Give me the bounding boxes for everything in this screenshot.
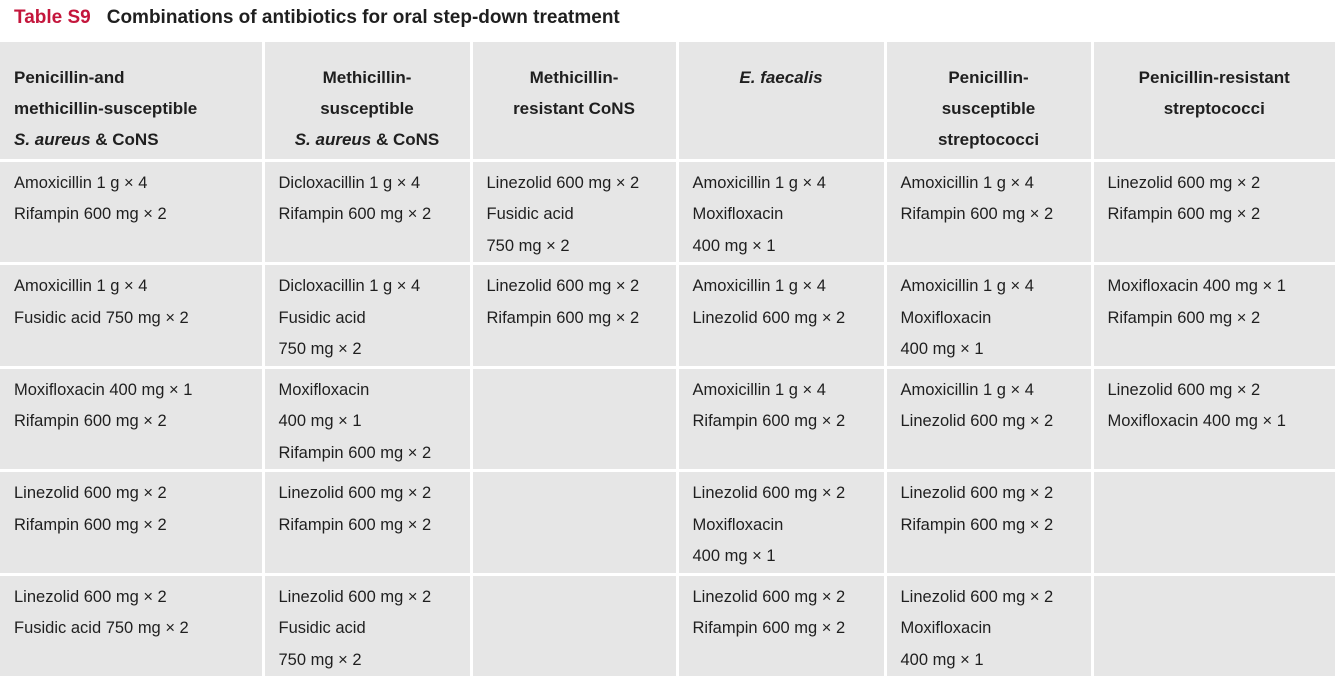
cell-line: Rifampin 600 mg × 2 (692, 619, 846, 637)
column-header (885, 42, 1092, 160)
cell-line: Fusidic acid (486, 205, 574, 223)
cell-line: Rifampin 600 mg × 2 (14, 412, 167, 430)
cell-line: Linezolid 600 mg × 2 (1107, 173, 1261, 192)
header-line (895, 93, 1083, 124)
cell-line: 400 mg × 1 (278, 412, 362, 430)
cell-line: Amoxicillin 1 g × 4 (900, 173, 1034, 192)
header-line (481, 93, 668, 124)
table-row (0, 574, 1335, 678)
header-line (895, 62, 1083, 93)
cell-line: Linezolid 600 mg × 2 (692, 308, 846, 327)
cell-line: Linezolid 600 mg × 2 (900, 484, 1054, 502)
cell-line: Rifampin 600 mg × 2 (692, 412, 846, 430)
cell-line: Rifampin 600 mg × 2 (278, 515, 432, 534)
cell-line: Linezolid 600 mg × 2 (486, 173, 640, 192)
cell-line: 400 mg × 1 (692, 547, 776, 565)
table-cell (1092, 160, 1335, 264)
table-cell (0, 264, 263, 368)
table-cell (885, 160, 1092, 264)
header-line (14, 93, 254, 124)
cell-line: Moxifloxacin (692, 205, 784, 223)
cell-line: Linezolid 600 mg × 2 (692, 484, 846, 502)
table-cell (263, 574, 471, 678)
cell-line: Fusidic acid (278, 619, 366, 637)
column-header (471, 42, 677, 160)
cell-line: Amoxicillin 1 g × 4 (692, 173, 826, 192)
header-line (273, 62, 462, 93)
table-cell (0, 367, 263, 471)
cell-line: 400 mg × 1 (900, 340, 984, 358)
header-line (14, 124, 254, 155)
table-cell (263, 160, 471, 264)
cell-line: Linezolid 600 mg × 2 (14, 587, 167, 606)
header-text: resistant CoNS (513, 99, 635, 118)
table-cell (263, 367, 471, 471)
header-line (687, 62, 876, 93)
header-italic-text: S. aureus (294, 130, 372, 149)
cell-line: Linezolid 600 mg × 2 (14, 484, 167, 502)
cell-line: 750 mg × 2 (278, 650, 362, 669)
cell-line: Fusidic acid 750 mg × 2 (14, 308, 189, 327)
header-line (481, 62, 668, 93)
cell-line: Moxifloxacin 400 mg × 1 (1107, 412, 1286, 430)
cell-line: Moxifloxacin 400 mg × 1 (1107, 277, 1286, 295)
cell-line: Rifampin 600 mg × 2 (14, 205, 167, 223)
header-text: Methicillin- (322, 68, 412, 87)
table-cell (885, 471, 1092, 575)
table-cell (1092, 471, 1335, 575)
table-cell (677, 264, 885, 368)
header-row (0, 42, 1335, 160)
header-text: Methicillin- (529, 68, 619, 87)
header-line (1102, 93, 1328, 124)
table-cell (1092, 264, 1335, 368)
header-text: Penicillin-and (14, 68, 125, 87)
table-cell (1092, 574, 1335, 678)
cell-line: Moxifloxacin 400 mg × 1 (14, 380, 193, 399)
table-cell (0, 574, 263, 678)
header-text: susceptible (320, 99, 414, 118)
table-cell (0, 160, 263, 264)
cell-line: Dicloxacillin 1 g × 4 (278, 173, 421, 192)
table-cell (471, 367, 677, 471)
cell-line: Linezolid 600 mg × 2 (900, 587, 1054, 606)
header-text: streptococci (1163, 99, 1265, 118)
table-caption (14, 5, 620, 31)
cell-line: Amoxicillin 1 g × 4 (900, 380, 1034, 399)
table-row (0, 264, 1335, 368)
cell-line: Amoxicillin 1 g × 4 (14, 277, 148, 295)
table-cell (677, 471, 885, 575)
header-italic-text: S. aureus (14, 130, 91, 149)
cell-line: Linezolid 600 mg × 2 (900, 412, 1054, 430)
table-cell (885, 264, 1092, 368)
header-text: susceptible (941, 99, 1036, 118)
cell-line: Rifampin 600 mg × 2 (900, 205, 1054, 223)
header-line (14, 62, 254, 93)
cell-line: 400 mg × 1 (692, 236, 776, 255)
column-header (1092, 42, 1335, 160)
cell-line: Rifampin 600 mg × 2 (1107, 308, 1261, 327)
cell-line: Moxifloxacin (278, 380, 370, 399)
table-row (0, 471, 1335, 575)
table-cell (885, 367, 1092, 471)
table-cell (471, 574, 677, 678)
table-title: Combinations of antibiotics for oral step-down treatment (106, 7, 620, 28)
header-line (895, 124, 1083, 155)
column-header (0, 42, 263, 160)
cell-line: Amoxicillin 1 g × 4 (14, 173, 148, 192)
cell-line: Amoxicillin 1 g × 4 (900, 277, 1034, 295)
cell-line: Rifampin 600 mg × 2 (278, 205, 432, 223)
cell-line: Linezolid 600 mg × 2 (692, 587, 846, 606)
cell-line: Linezolid 600 mg × 2 (278, 484, 432, 502)
table-row (0, 367, 1335, 471)
header-text: & CoNS (371, 130, 440, 149)
header-text: & CoNS (90, 130, 159, 149)
cell-line: Amoxicillin 1 g × 4 (692, 277, 826, 295)
header-line (273, 93, 462, 124)
cell-line: Rifampin 600 mg × 2 (14, 515, 167, 534)
cell-line: Dicloxacillin 1 g × 4 (278, 277, 421, 295)
table-label: Table S9 (14, 7, 91, 28)
cell-line: Rifampin 600 mg × 2 (278, 443, 432, 462)
header-text: methicillin-susceptible (14, 99, 198, 118)
header-text: Penicillin- (948, 68, 1029, 87)
table-row (0, 160, 1335, 264)
cell-line: Linezolid 600 mg × 2 (278, 587, 432, 606)
cell-line: Moxifloxacin (692, 515, 784, 534)
table-cell (677, 160, 885, 264)
cell-line: Rifampin 600 mg × 2 (486, 308, 640, 327)
cell-line: Moxifloxacin (900, 619, 992, 637)
table-cell (263, 264, 471, 368)
cell-line: Linezolid 600 mg × 2 (1107, 380, 1261, 399)
column-header (263, 42, 471, 160)
header-italic-text: E. faecalis (739, 68, 823, 87)
table-cell (1092, 367, 1335, 471)
cell-line: 400 mg × 1 (900, 650, 984, 669)
column-header (677, 42, 885, 160)
cell-line: 750 mg × 2 (486, 236, 570, 255)
table-cell (471, 160, 677, 264)
cell-line: Fusidic acid (278, 308, 366, 327)
cell-line: 750 mg × 2 (278, 340, 362, 358)
cell-line: Rifampin 600 mg × 2 (1107, 205, 1261, 223)
cell-line: Moxifloxacin (900, 308, 992, 327)
table-cell (885, 574, 1092, 678)
table-cell (263, 471, 471, 575)
cell-line: Fusidic acid 750 mg × 2 (14, 619, 189, 637)
table-cell (677, 574, 885, 678)
cell-line: Amoxicillin 1 g × 4 (692, 380, 826, 399)
table-cell (471, 471, 677, 575)
header-text: Penicillin-resistant (1138, 68, 1290, 87)
cell-line: Linezolid 600 mg × 2 (486, 277, 640, 295)
table-cell (471, 264, 677, 368)
antibiotic-combinations-table (0, 42, 1335, 679)
table-cell (0, 471, 263, 575)
cell-line: Rifampin 600 mg × 2 (900, 515, 1054, 534)
header-text: streptococci (937, 130, 1040, 149)
header-line (273, 124, 462, 155)
table-cell (677, 367, 885, 471)
header-line (1102, 62, 1328, 93)
